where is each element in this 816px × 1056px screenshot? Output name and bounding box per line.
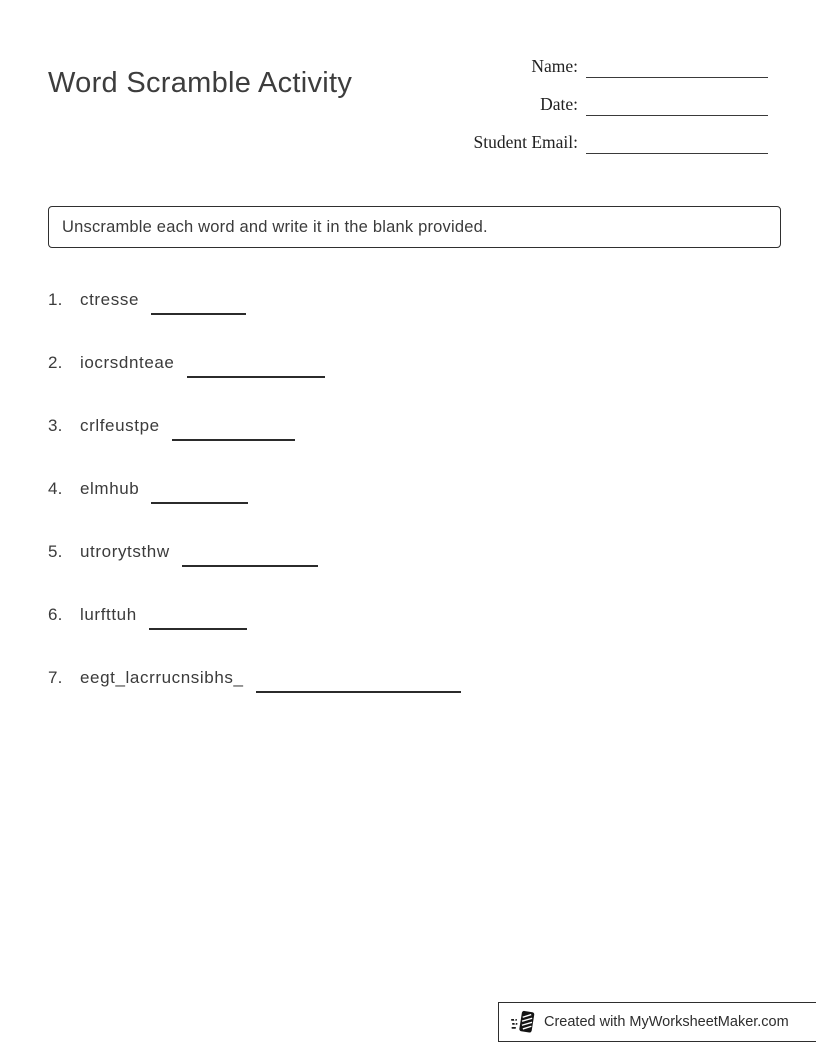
answer-blank bbox=[182, 564, 318, 567]
scrambled-word: lurfttuh bbox=[80, 605, 137, 624]
scrambled-word: crlfeustpe bbox=[80, 416, 160, 435]
list-item bbox=[48, 353, 748, 375]
scrambled-word: elmhub bbox=[80, 479, 140, 498]
date-field-blank bbox=[586, 93, 768, 116]
item-number: 1. bbox=[48, 290, 63, 309]
name-field-row bbox=[438, 50, 768, 78]
list-item bbox=[48, 479, 748, 501]
answer-blank bbox=[187, 375, 325, 378]
footer-credit-box bbox=[498, 1002, 816, 1042]
word-scramble-list bbox=[48, 290, 748, 731]
list-item bbox=[48, 668, 748, 690]
scrambled-word: iocrsdnteae bbox=[80, 353, 175, 372]
answer-blank bbox=[256, 690, 461, 693]
scrambled-word: eegt_lacrrucnsibhs_ bbox=[80, 668, 244, 687]
student-info-fields bbox=[438, 50, 768, 164]
answer-blank bbox=[151, 501, 248, 504]
answer-blank bbox=[151, 312, 246, 315]
item-number: 3. bbox=[48, 416, 63, 435]
date-field-row bbox=[438, 88, 768, 116]
instructions-box bbox=[48, 206, 781, 248]
student-email-field-label: Student Email: bbox=[473, 132, 578, 152]
name-field-label: Name: bbox=[531, 56, 578, 76]
item-number: 5. bbox=[48, 542, 63, 561]
instructions-text: Unscramble each word and write it in the blank provided. bbox=[62, 217, 488, 236]
list-item bbox=[48, 542, 748, 564]
list-item bbox=[48, 416, 748, 438]
name-field-blank bbox=[586, 55, 768, 78]
item-number: 7. bbox=[48, 668, 63, 687]
footer-credit-text: Created with MyWorksheetMaker.com bbox=[544, 1014, 789, 1030]
list-item bbox=[48, 290, 748, 312]
scrambled-word: ctresse bbox=[80, 290, 139, 309]
item-number: 4. bbox=[48, 479, 63, 498]
list-item bbox=[48, 605, 748, 627]
item-number: 6. bbox=[48, 605, 63, 624]
item-number: 2. bbox=[48, 353, 63, 372]
scrambled-word: utrorytsthw bbox=[80, 542, 170, 561]
answer-blank bbox=[172, 438, 295, 441]
worksheet-maker-logo-icon bbox=[511, 1008, 537, 1036]
student-email-field-row bbox=[438, 126, 768, 154]
student-email-field-blank bbox=[586, 131, 768, 154]
date-field-label: Date: bbox=[540, 94, 578, 114]
page-title: Word Scramble Activity bbox=[48, 67, 353, 100]
answer-blank bbox=[149, 627, 247, 630]
